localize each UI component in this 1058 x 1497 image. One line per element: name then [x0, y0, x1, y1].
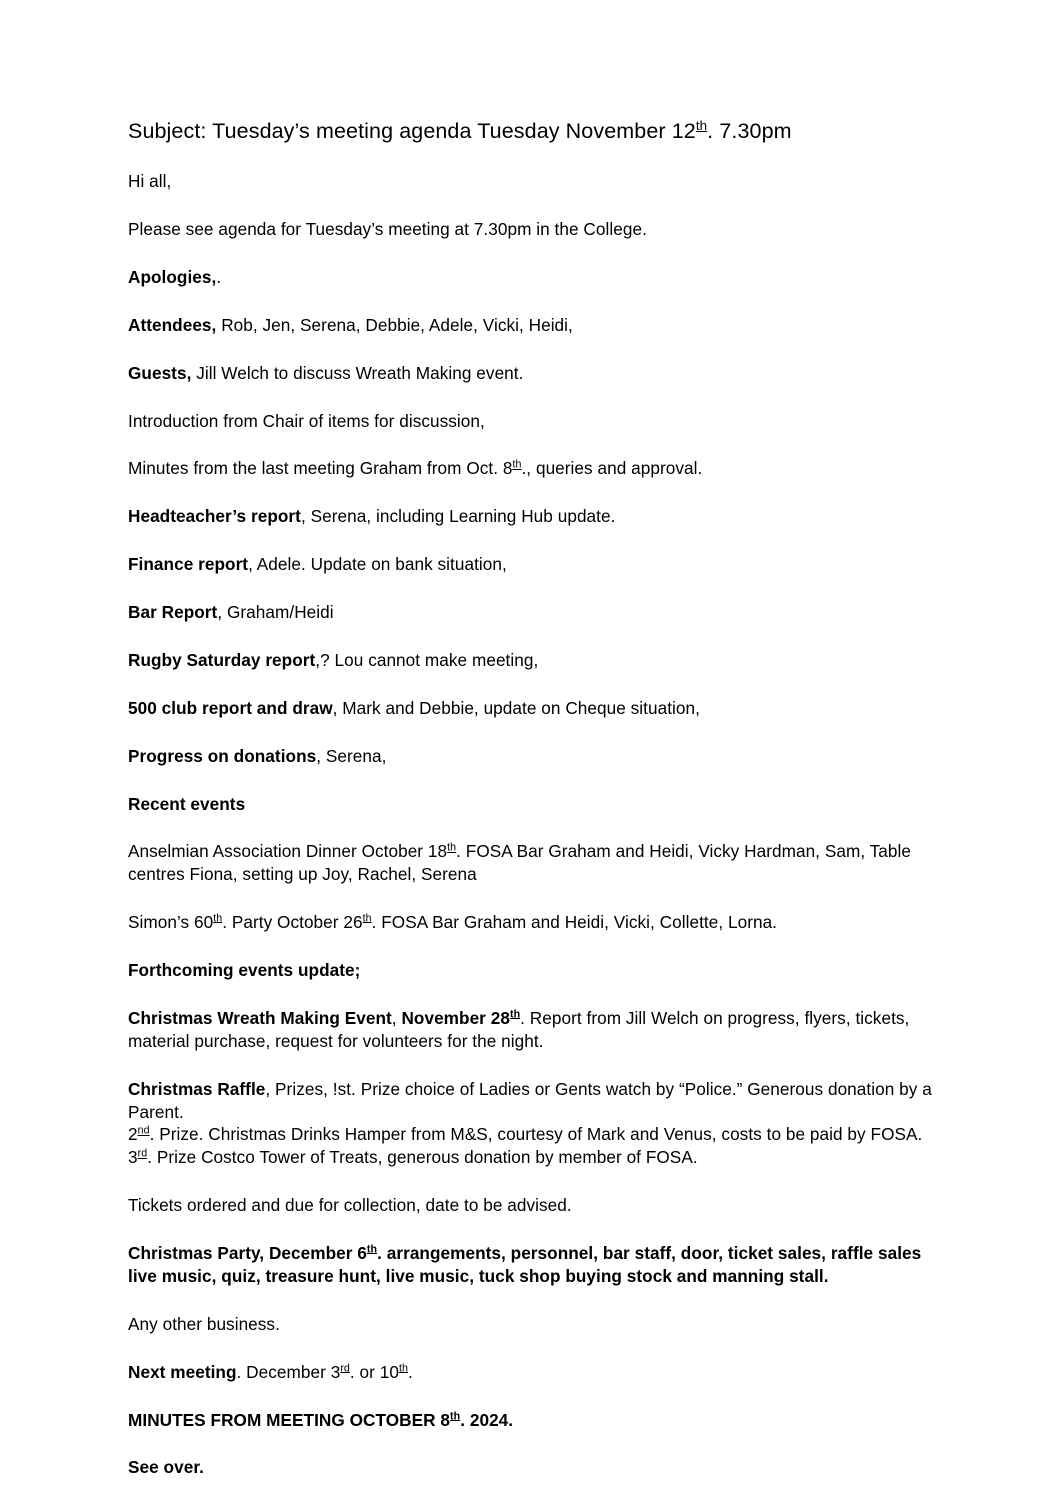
club500-report-line [128, 697, 933, 720]
headteacher-report-label: Headteacher’s report [128, 506, 301, 527]
wreath-making-value: . Report from Jill Welch on progress, flyers, tickets, material purchase, request for volunteers for the night. [128, 1007, 910, 1051]
christmas-raffle-value: , Prizes, !st. Prize choice of Ladies or Gents watch by “Police.” Generous donation by a Parent. [128, 1078, 932, 1122]
club500-report-value: , Mark and Debbie, update on Cheque situation, [332, 697, 700, 718]
bar-report-line [128, 601, 933, 624]
previous-minutes-ordinal: th [512, 458, 522, 471]
recent-events-heading [128, 793, 933, 816]
club500-report-label: 500 club report and draw [128, 697, 333, 718]
recent-events-heading-text: Recent events [128, 793, 246, 814]
headteacher-report-line [128, 505, 933, 528]
simon-party-suffix: . FOSA Bar Graham and Heidi, Vicki, Collette, Lorna. [371, 912, 778, 933]
intro-line: Please see agenda for Tuesday’s meeting at 7.30pm in the College. [128, 219, 647, 240]
christmas-raffle-line [128, 1078, 933, 1124]
prize-2-line [128, 1123, 933, 1146]
christmas-party-prefix: Christmas Party, December 6 [128, 1243, 367, 1264]
donations-value: , Serena, [316, 745, 387, 766]
wreath-making-line [128, 1007, 933, 1053]
guests-value: Jill Welch to discuss Wreath Making event. [191, 362, 524, 383]
christmas-party-line [128, 1242, 933, 1288]
next-meeting-line [128, 1361, 933, 1384]
attendees-line [128, 314, 933, 337]
page-title [128, 118, 933, 144]
prize-3-line [128, 1146, 933, 1169]
rugby-report-value: ,? Lou cannot make meeting, [315, 649, 539, 670]
wreath-making-ordinal: th [509, 1008, 521, 1021]
next-meeting-ordinal-2: th [398, 1361, 408, 1374]
guests-label: Guests, [128, 362, 192, 383]
donations-line [128, 745, 933, 768]
forthcoming-events-heading [128, 959, 933, 982]
christmas-party-ordinal: th [366, 1243, 378, 1256]
introduction-line: Introduction from Chair of items for discussion, [128, 410, 485, 431]
wreath-making-label: Christmas Wreath Making Event [128, 1007, 392, 1028]
simon-age-ordinal: th [213, 912, 223, 925]
minutes-heading [128, 1409, 933, 1432]
anselmian-dinner-prefix: Anselmian Association Dinner October 18 [128, 841, 448, 862]
apologies-line [128, 266, 933, 289]
see-over-line: See over. [128, 1457, 204, 1478]
next-meeting-mid-2: . or 10 [349, 1361, 399, 1382]
minutes-heading-prefix: MINUTES FROM MEETING OCTOBER 8 [128, 1409, 451, 1430]
headteacher-report-value: , Serena, including Learning Hub update. [300, 506, 616, 527]
wreath-making-comma: , [391, 1007, 402, 1028]
prize-2-ordinal: nd [137, 1124, 150, 1137]
bar-report-label: Bar Report [128, 602, 218, 623]
apologies-value: . [216, 266, 222, 287]
christmas-party-value: . arrangements, personnel, bar staff, door, ticket sales, raffle sales live music, quiz, treasure hunt, live music, tuck shop buying stock and manning stall. [128, 1243, 922, 1286]
next-meeting-ordinal-1: rd [340, 1361, 350, 1374]
title-time: . 7.30pm [707, 119, 792, 143]
finance-report-label: Finance report [128, 554, 249, 575]
christmas-raffle-label: Christmas Raffle [128, 1078, 266, 1099]
simon-date-ordinal: th [362, 912, 372, 925]
prize-3-ordinal: rd [137, 1147, 148, 1160]
prize-2-number: 2 [128, 1124, 138, 1145]
previous-minutes-suffix: ., queries and approval. [521, 458, 703, 479]
previous-minutes-prefix: Minutes from the last meeting Graham from Oct. 8 [128, 458, 513, 479]
next-meeting-suffix: . [407, 1361, 413, 1382]
donations-label: Progress on donations [128, 745, 317, 766]
minutes-heading-ordinal: th [450, 1409, 461, 1422]
finance-report-line [128, 553, 933, 576]
simon-party-line [128, 911, 933, 934]
simon-party-prefix: Simon’s 60 [128, 912, 214, 933]
bar-report-value: , Graham/Heidi [217, 602, 334, 623]
prize-3-value: . Prize Costco Tower of Treats, generous donation by member of FOSA. [147, 1147, 698, 1168]
minutes-heading-suffix: . 2024. [460, 1409, 514, 1430]
guests-line [128, 362, 933, 385]
previous-minutes-line [128, 457, 933, 480]
prize-2-value: . Prize. Christmas Drinks Hamper from M&S, courtesy of Mark and Venus, costs to be paid by FOSA. [149, 1124, 923, 1145]
tickets-line: Tickets ordered and due for collection, date to be advised. [128, 1195, 572, 1216]
title-ordinal-suffix: th [695, 117, 708, 133]
wreath-making-date: November 28 [401, 1007, 510, 1028]
document-body [128, 118, 933, 1497]
simon-party-mid: . Party October 26 [222, 912, 363, 933]
prize-3-number: 3 [128, 1147, 138, 1168]
next-meeting-label: Next meeting [128, 1361, 237, 1382]
forthcoming-events-heading-text: Forthcoming events update; [128, 960, 361, 981]
any-other-business-line: Any other business. [128, 1313, 280, 1334]
title-text: Subject: Tuesday’s meeting agenda Tuesday November 12 [128, 119, 696, 143]
anselmian-dinner-ordinal: th [447, 841, 457, 854]
greeting-line: Hi all, [128, 171, 172, 192]
next-meeting-mid: . December 3 [236, 1361, 341, 1382]
anselmian-dinner-suffix: . FOSA Bar Graham and Heidi, Vicky Hardman, Sam, Table centres Fiona, setting up Joy, Rachel, Serena [128, 841, 911, 885]
anselmian-dinner-line [128, 840, 933, 886]
apologies-label: Apologies, [128, 266, 217, 287]
attendees-label: Attendees, [128, 314, 217, 335]
attendees-value: Rob, Jen, Serena, Debbie, Adele, Vicki, Heidi, [216, 314, 573, 335]
finance-report-value: , Adele. Update on bank situation, [248, 554, 507, 575]
rugby-report-label: Rugby Saturday report [128, 649, 316, 670]
rugby-report-line [128, 649, 933, 672]
